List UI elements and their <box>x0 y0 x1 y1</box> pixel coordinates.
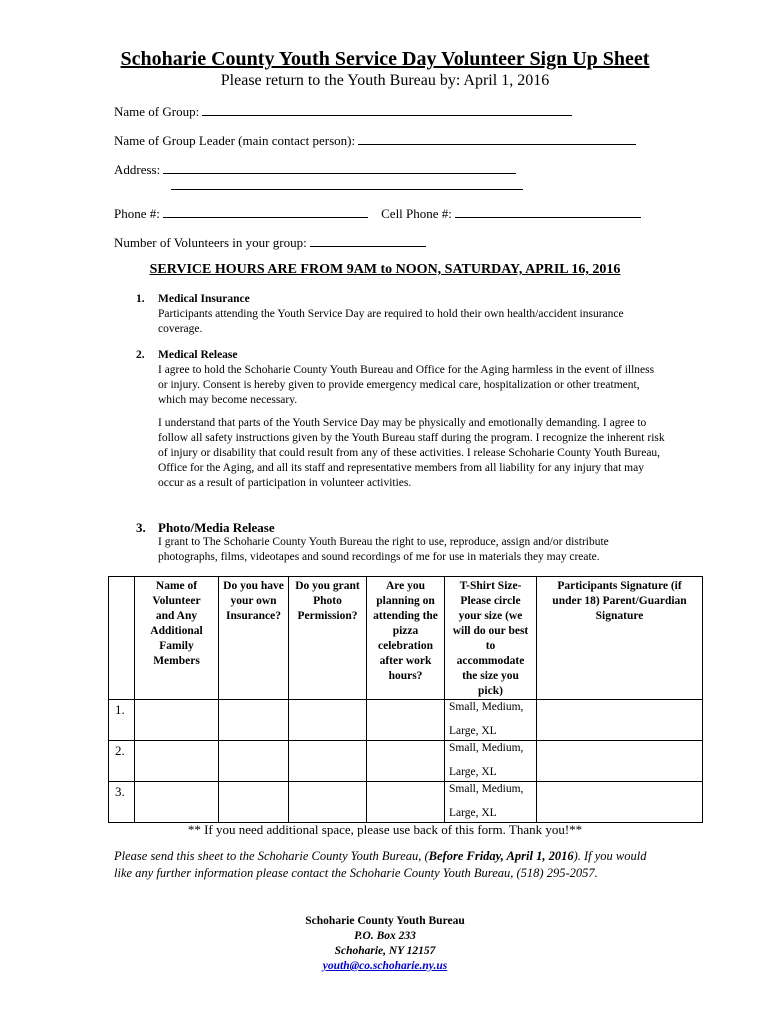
volunteer-table <box>108 576 703 823</box>
send-deadline: Before Friday, April 1, 2016 <box>428 849 574 863</box>
section-body: Participants attending the Youth Service Day are required to hold their own health/accident insurance coverage. <box>158 308 624 335</box>
phone-field <box>114 206 641 222</box>
signature-cell[interactable] <box>537 741 703 782</box>
send-text-post: ). If you would like any further information please contact the Schoharie County Youth Bureau, (518) 295-2057. <box>114 849 647 880</box>
row-number: 1. <box>109 700 135 741</box>
size-options-line2: Large, XL <box>449 725 497 737</box>
table-header-row <box>109 577 703 700</box>
pizza-cell[interactable] <box>367 741 445 782</box>
address-box: P.O. Box 233 <box>354 930 416 942</box>
section-body: I grant to The Schoharie County Youth Bureau the right to use, reproduce, assign and/or distribute photographs, films, videotapes and sound recordings of me for use in materials they may create. <box>158 536 609 563</box>
group-leader-field <box>114 133 636 149</box>
section-medical-insurance <box>136 292 666 337</box>
photo-cell[interactable] <box>289 700 367 741</box>
insurance-cell[interactable] <box>219 700 289 741</box>
mailing-address <box>0 914 770 974</box>
group-leader-input[interactable] <box>358 133 636 145</box>
volunteers-input[interactable] <box>310 235 426 247</box>
page-subtitle: Please return to the Youth Bureau by: April 1, 2016 <box>220 72 550 89</box>
name-cell[interactable] <box>135 782 219 823</box>
address-org: Schoharie County Youth Bureau <box>305 915 465 927</box>
tshirt-size-cell[interactable] <box>445 741 537 782</box>
address-label: Address: <box>114 162 161 177</box>
section-heading: Medical Release <box>158 349 238 361</box>
send-instructions <box>114 848 654 882</box>
section-number: 1. <box>136 293 145 305</box>
signature-cell[interactable] <box>537 782 703 823</box>
address-input-line1[interactable] <box>163 162 516 174</box>
phone-input[interactable] <box>163 206 368 218</box>
section-heading: Photo/Media Release <box>158 520 275 535</box>
tshirt-size-cell[interactable] <box>445 700 537 741</box>
size-options-line2: Large, XL <box>449 807 497 819</box>
additional-space-note: ** If you need additional space, please use back of this form. Thank you!** <box>187 822 583 837</box>
group-leader-label: Name of Group Leader (main contact person): <box>114 133 356 148</box>
pizza-cell[interactable] <box>367 700 445 741</box>
photo-cell[interactable] <box>289 741 367 782</box>
address-city: Schoharie, NY 12157 <box>334 945 436 957</box>
cell-phone-input[interactable] <box>455 206 641 218</box>
section-number: 3. <box>136 520 146 535</box>
table-header-tshirt: T-Shirt Size- Please circle your size (we will do our best to accommodate the size you pick) <box>445 577 537 700</box>
photo-cell[interactable] <box>289 782 367 823</box>
row-number: 3. <box>109 782 135 823</box>
signature-cell[interactable] <box>537 700 703 741</box>
table-row <box>109 700 703 741</box>
page-title: Schoharie County Youth Service Day Volunteer Sign Up Sheet <box>120 48 650 70</box>
table-header-pizza: Are you planning on attending the pizza celebration after work hours? <box>367 577 445 700</box>
name-cell[interactable] <box>135 700 219 741</box>
table-header-insurance: Do you have your own Insurance? <box>219 577 289 700</box>
group-name-field <box>114 104 572 120</box>
table-header-photo: Do you grant Photo Permission? <box>289 577 367 700</box>
service-hours: SERVICE HOURS ARE FROM 9AM to NOON, SATURDAY, APRIL 16, 2016 <box>149 262 621 277</box>
table-header-signature: Participants Signature (if under 18) Parent/Guardian Signature <box>537 577 703 700</box>
address-field-line2 <box>171 178 523 194</box>
size-options-line1: Small, Medium, <box>449 742 524 754</box>
table-header-name: Name of Volunteer and Any Additional Family Members <box>135 577 219 700</box>
group-name-label: Name of Group: <box>114 104 200 119</box>
send-text-pre: Please send this sheet to the Schoharie County Youth Bureau, ( <box>114 849 429 863</box>
tshirt-size-cell[interactable] <box>445 782 537 823</box>
group-name-input[interactable] <box>202 104 572 116</box>
volunteers-label: Number of Volunteers in your group: <box>114 235 307 250</box>
phone-label: Phone #: <box>114 206 160 221</box>
address-field <box>114 162 516 178</box>
table-header-number <box>109 577 135 700</box>
volunteers-field <box>114 235 426 251</box>
section-medical-release <box>136 348 666 491</box>
address-input-line2[interactable] <box>171 178 523 190</box>
section-body-2: I understand that parts of the Youth Service Day may be physically and emotionally demanding. I agree to follow all safety instructions given by the Youth Bureau staff during the program. I recognize the inherent risk of injury or disability that could result from any of these activities. I release Schoharie County Youth Bureau, Office for the Aging, and all its staff and representative members from all liability for any injury that may occur as a result of participation in volunteer activities. <box>158 417 665 489</box>
pizza-cell[interactable] <box>367 782 445 823</box>
size-options-line1: Small, Medium, <box>449 783 524 795</box>
size-options-line2: Large, XL <box>449 766 497 778</box>
insurance-cell[interactable] <box>219 741 289 782</box>
row-number: 2. <box>109 741 135 782</box>
cell-phone-label: Cell Phone #: <box>381 206 452 221</box>
email-link[interactable]: youth@co.schoharie.ny.us <box>322 960 448 972</box>
name-cell[interactable] <box>135 741 219 782</box>
section-number: 2. <box>136 349 145 361</box>
section-photo-release <box>136 520 666 565</box>
section-body: I agree to hold the Schoharie County Youth Bureau and Office for the Aging harmless in the event of illness or injury. Consent is hereby given to provide emergency medical care, hospitalization or other treatment, which may become necessary. <box>158 364 655 406</box>
section-heading: Medical Insurance <box>158 293 250 305</box>
table-row <box>109 782 703 823</box>
table-row <box>109 741 703 782</box>
size-options-line1: Small, Medium, <box>449 701 524 713</box>
insurance-cell[interactable] <box>219 782 289 823</box>
